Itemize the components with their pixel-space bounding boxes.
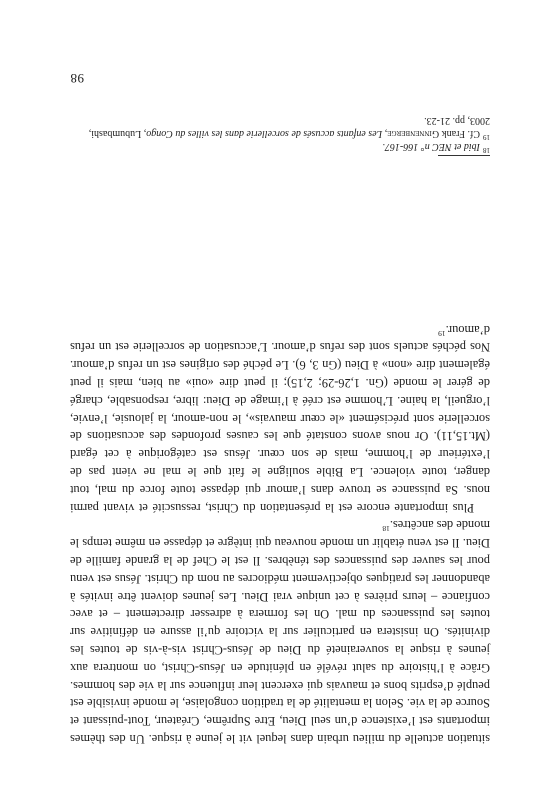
paragraph (70, 320, 490, 516)
paragraph-text: situation actuelle du milieu urbain dans lequel vit le jeune à risque. Un des thèmes importants est l’existence d’un seul Dieu, Etre Suprême, Créateur, Tout-puissant et Source de la vie. Selon la mentalité de la tradition congolaise, le monde invisible est peuplé d’esprits bons et mauvais qui exercent leur influence sur la vie des hommes. Grâce à l’histoire du salut révélé en plénitude en Jésus-Christ, on montrera aux jeunes à risque la souveraineté du Dieu de Jésus-Christ vis-à-vis de toutes les divinités. On insistera en particulier sur la victoire qu’il assure en définitive sur toutes les puissances du mal. On les formera à adresser directement – et avec confiance – leurs prières à cet unique vrai Dieu. Les jeunes doivent être invités à abandonner les pratiques objectivement médiocres au nom du Christ. Jésus est venu pour les sauver des puissances des ténèbres. Il est le Chef de la grande famille de Dieu. Il est venu établir un monde nouveau qui intègre et dépasse en même temps le monde des ancêtres. (70, 518, 490, 746)
footnote-reference: 18 (382, 524, 390, 534)
footnote (70, 114, 490, 140)
footnote-number: 18 (483, 146, 490, 155)
page-number: 98 (70, 71, 84, 86)
footnote-reference: 19 (438, 328, 446, 338)
body-text (70, 320, 490, 747)
footnote-text: , Lubumbashi, 2003, pp. 21-23. (88, 115, 490, 139)
footnote-number: 19 (483, 133, 490, 142)
footnote-text: Cf. Frank (439, 128, 480, 139)
paragraph (70, 516, 490, 747)
footnote-text: Ibid et NEC n° 166-167. (382, 141, 480, 152)
footnotes (70, 114, 490, 153)
footnote-author: Ginnenberge (387, 128, 440, 139)
footnote-divider (438, 155, 490, 156)
footnote-title: , Les enfants accusés de sorcellerie dans les villes du Congo (146, 128, 388, 139)
paragraph-text: Plus importante encore est la présentation du Christ, ressuscité et vivant parmi nous. Sa puissance se trouve dans l’amour qui dépasse toute force du mal, tout danger, toute violence. La Bible souligne le fait que le mal ne vient pas de l’extérieur de l’homme, mais de son cœur. Jésus est catégorique à cet égard (Mt.15,11). Or nous avons constaté que les causes profondes des accusations de sorcellerie sont précisément «le cœur mauvais», le non-amour, la jalousie, l’envie, l’orgueil, la haine. L’homme est créé à l’image de Dieu: libre, responsable, chargé de gérer le monde (Gn. 1,26-29; 2,15); il peut dire «oui» au bien, mais il peut également dire «non» à Dieu (Gn 3, 6). Le péché des origines est un refus d’amour. Nos péchés actuels sont des refus d’amour. L’accusation de sorcellerie est un refus d’amour. (70, 322, 490, 515)
footnote (70, 140, 490, 153)
